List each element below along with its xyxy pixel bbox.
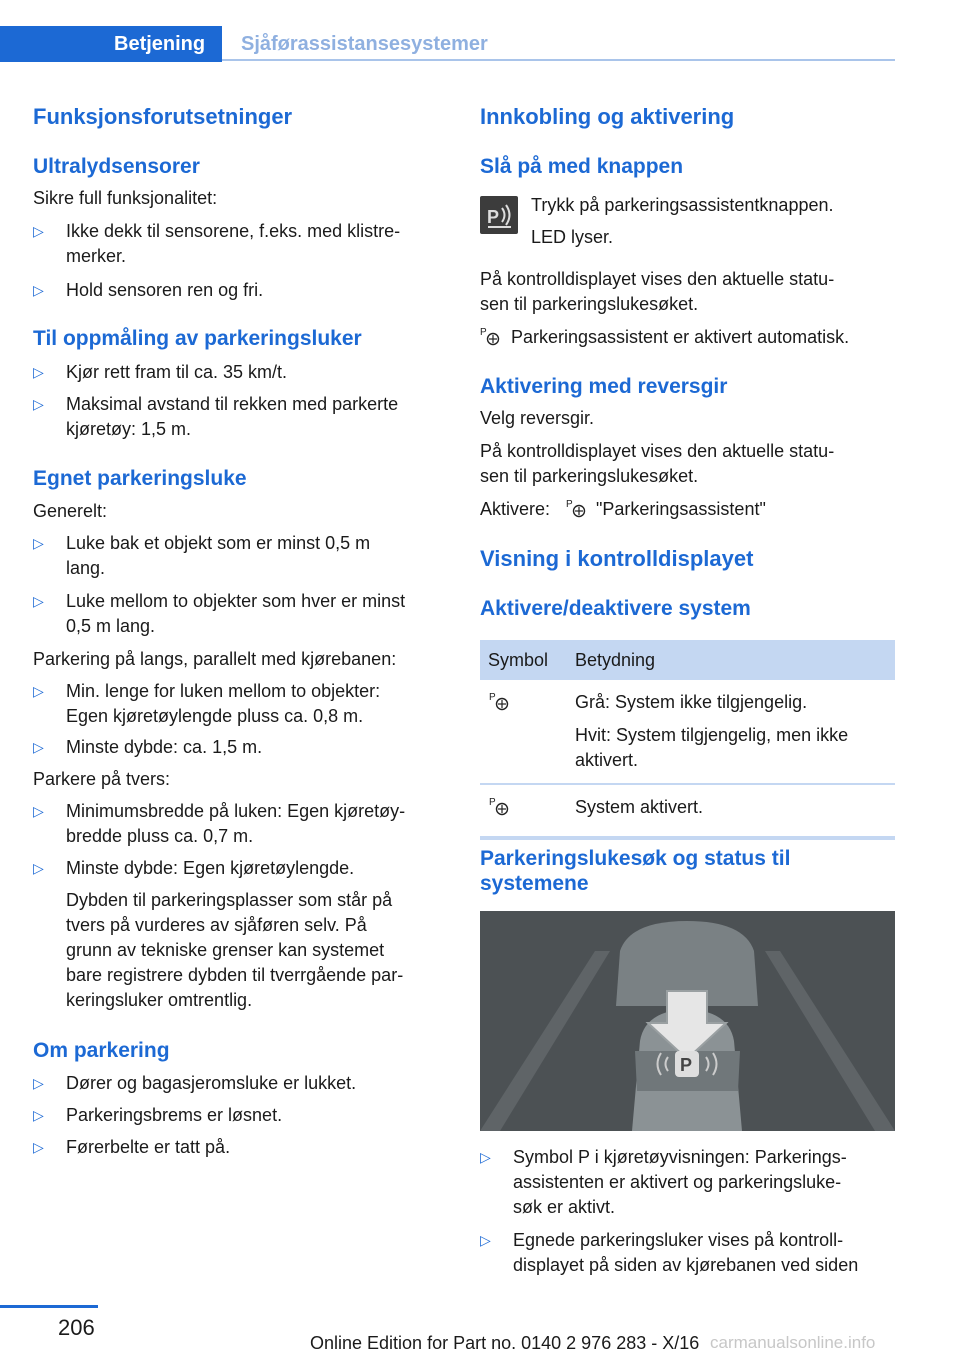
list-item-text: Minste dybde: ca. 1,5 m. bbox=[66, 737, 263, 757]
chapter-tabs bbox=[0, 26, 895, 62]
paragraph-line: På kontrolldisplayet vises den aktuelle statu- bbox=[480, 269, 835, 289]
svg-text:P: P bbox=[680, 1055, 693, 1075]
bullet-triangle-icon: ▷ bbox=[33, 223, 44, 239]
tab-sjaforassistansesystemer[interactable]: Sjåførassistansesystemer bbox=[241, 33, 488, 55]
text-led: LED lyser. bbox=[531, 227, 614, 247]
list-item-text: Dører og bagasjeromsluke er lukket. bbox=[66, 1073, 357, 1093]
list-item-text: merker. bbox=[66, 246, 127, 266]
table-cell-text: Hvit: System tilgjengelig, men ikke aktivert. bbox=[575, 725, 849, 770]
heading-ultralydsensorer: Ultralydsensorer bbox=[33, 155, 200, 178]
bullet-triangle-icon: ▷ bbox=[33, 396, 44, 412]
text-trykk: Trykk på parkeringsassistentknappen. bbox=[531, 195, 834, 215]
list-item-text: Kjør rett fram til ca. 35 km/t. bbox=[66, 362, 288, 382]
list-item-text: søk er aktivt. bbox=[513, 1197, 616, 1217]
list-item-text: Luke bak et objekt som er minst 0,5 m bbox=[66, 533, 371, 553]
svg-text:P: P bbox=[487, 207, 500, 227]
table-row bbox=[480, 680, 895, 784]
heading-aktivering-reversgir: Aktivering med reversgir bbox=[480, 375, 728, 398]
text-parkere-tvers: Parkere på tvers: bbox=[33, 769, 171, 789]
list-item-text: Hold sensoren ren og fri. bbox=[66, 280, 264, 300]
bullet-triangle-icon: ▷ bbox=[33, 683, 44, 699]
control-display-image bbox=[480, 911, 895, 1131]
heading-line: systemene bbox=[480, 872, 589, 895]
bullet-triangle-icon: ▷ bbox=[33, 739, 44, 755]
list-item-text: Minste dybde: Egen kjøretøylengde. bbox=[66, 858, 355, 878]
bullet-triangle-icon: ▷ bbox=[33, 1075, 44, 1091]
paragraph-line: bare registrere dybden til tverrgående par- bbox=[66, 965, 404, 985]
list-item-text: Symbol P i kjøretøyvisningen: Parkerings- bbox=[513, 1147, 847, 1167]
tab-betjening[interactable]: Betjening bbox=[0, 26, 222, 62]
text-aktivere-label: Aktivere: bbox=[480, 499, 551, 519]
bullet-triangle-icon: ▷ bbox=[33, 364, 44, 380]
paragraph-line: sen til parkeringslukesøket. bbox=[480, 466, 699, 486]
edition-text: Online Edition for Part no. 0140 2 976 283 - X/16 bbox=[310, 1333, 700, 1353]
paragraph-line: Dybden til parkeringsplasser som står på bbox=[66, 890, 393, 910]
list-item-paragraph bbox=[66, 888, 456, 1013]
list-item-text: Luke mellom to objekter som hver er minst bbox=[66, 591, 406, 611]
symbol-table bbox=[480, 640, 895, 840]
heading-sla-pa: Slå på med knappen bbox=[480, 155, 684, 178]
heading-line: Parkeringslukesøk og status til bbox=[480, 847, 791, 870]
table-header-row bbox=[480, 640, 895, 680]
bullet-triangle-icon: ▷ bbox=[33, 593, 44, 609]
text-kontrolldisplay-status-2 bbox=[480, 439, 895, 489]
bullet-triangle-icon: ▷ bbox=[33, 1139, 44, 1155]
heading-visning: Visning i kontrolldisplayet bbox=[480, 546, 754, 571]
paragraph-line: sen til parkeringslukesøket. bbox=[480, 294, 699, 314]
list-item-text: Ikke dekk til sensorene, f.eks. med klistre- bbox=[66, 221, 401, 241]
paragraph-line: keringsluker omtrentlig. bbox=[66, 990, 253, 1010]
list-item-text: Min. lenge for luken mellom to objekter: bbox=[66, 681, 381, 701]
parking-assist-symbol-icon bbox=[480, 325, 502, 354]
text-sikre: Sikre full funksjonalitet: bbox=[33, 188, 218, 208]
header-rule bbox=[222, 59, 895, 61]
list-item-text: assistenten er aktivert og parkeringsluke- bbox=[513, 1172, 842, 1192]
heading-funksjonsforutsetninger: Funksjonsforutsetninger bbox=[33, 104, 293, 129]
bullet-triangle-icon: ▷ bbox=[33, 803, 44, 819]
text-kontrolldisplay-status bbox=[480, 267, 895, 317]
bullet-triangle-icon: ▷ bbox=[480, 1149, 491, 1165]
list-item-text: kjøretøy: 1,5 m. bbox=[66, 419, 192, 439]
table-header-betydning: Betydning bbox=[567, 640, 895, 680]
table-header-symbol: Symbol bbox=[480, 640, 567, 680]
heading-parkeringslukesok bbox=[480, 846, 895, 896]
heading-aktivere-deaktivere: Aktivere/deaktivere system bbox=[480, 597, 751, 620]
text-aktivert-automatisk: Parkeringsassistent er aktivert automatisk. bbox=[511, 327, 850, 347]
list-item-text: Minimumsbredde på luken: Egen kjøretøy- bbox=[66, 801, 406, 821]
parking-assist-symbol-icon bbox=[566, 497, 588, 526]
bullet-triangle-icon: ▷ bbox=[480, 1232, 491, 1248]
watermark: carmanualsonline.info bbox=[710, 1333, 876, 1352]
svg-text:P: P bbox=[480, 327, 487, 338]
text-aktivere-value: "Parkeringsassistent" bbox=[596, 499, 766, 519]
bullet-triangle-icon: ▷ bbox=[33, 860, 44, 876]
page-number: 206 bbox=[58, 1315, 95, 1340]
heading-innkobling: Innkobling og aktivering bbox=[480, 104, 735, 129]
list-item-text: Egnede parkeringsluker vises på kontroll- bbox=[513, 1230, 844, 1250]
list-item-text: Maksimal avstand til rekken med parkerte bbox=[66, 394, 399, 414]
text-velg-reversgir: Velg reversgir. bbox=[480, 408, 595, 428]
list-item-text: 0,5 m lang. bbox=[66, 616, 156, 636]
parking-assist-symbol-icon bbox=[488, 692, 512, 718]
svg-text:P: P bbox=[489, 797, 496, 808]
list-item-text: Egen kjøretøylengde pluss ca. 0,8 m. bbox=[66, 706, 364, 726]
parking-assistant-button-icon bbox=[480, 196, 518, 234]
table-cell-symbol bbox=[480, 784, 567, 838]
paragraph-line: grunn av tekniske grenser kan systemet bbox=[66, 940, 385, 960]
svg-text:P: P bbox=[489, 692, 496, 703]
footer-rule bbox=[0, 1305, 98, 1308]
text-parkering-langs: Parkering på langs, parallelt med kjørebanen: bbox=[33, 649, 397, 669]
paragraph-line: tvers på vurderes av sjåføren selv. På bbox=[66, 915, 367, 935]
list-item-text: bredde pluss ca. 0,7 m. bbox=[66, 826, 254, 846]
table-cell-betydning bbox=[567, 680, 895, 784]
bullet-triangle-icon: ▷ bbox=[33, 1107, 44, 1123]
text-generelt: Generelt: bbox=[33, 501, 108, 521]
bullet-triangle-icon: ▷ bbox=[33, 535, 44, 551]
parking-assist-active-icon bbox=[488, 797, 512, 823]
table-cell-symbol bbox=[480, 680, 567, 784]
heading-egnet-parkeringsluke: Egnet parkeringsluke bbox=[33, 467, 247, 490]
heading-om-parkering: Om parkering bbox=[33, 1039, 170, 1062]
paragraph-line: På kontrolldisplayet vises den aktuelle statu- bbox=[480, 441, 835, 461]
svg-text:P: P bbox=[566, 499, 573, 510]
list-item-text: Parkeringsbrems er løsnet. bbox=[66, 1105, 283, 1125]
list-item-text: Førerbelte er tatt på. bbox=[66, 1137, 231, 1157]
list-item-text: lang. bbox=[66, 558, 106, 578]
table-cell-betydning: System aktivert. bbox=[567, 784, 895, 838]
heading-oppmaling: Til oppmåling av parkeringsluker bbox=[33, 327, 362, 350]
table-row bbox=[480, 784, 895, 838]
bullet-triangle-icon: ▷ bbox=[33, 282, 44, 298]
list-item-text: displayet på siden av kjørebanen ved siden bbox=[513, 1255, 859, 1275]
table-cell-text: Grå: System ikke tilgjengelig. bbox=[575, 692, 808, 712]
